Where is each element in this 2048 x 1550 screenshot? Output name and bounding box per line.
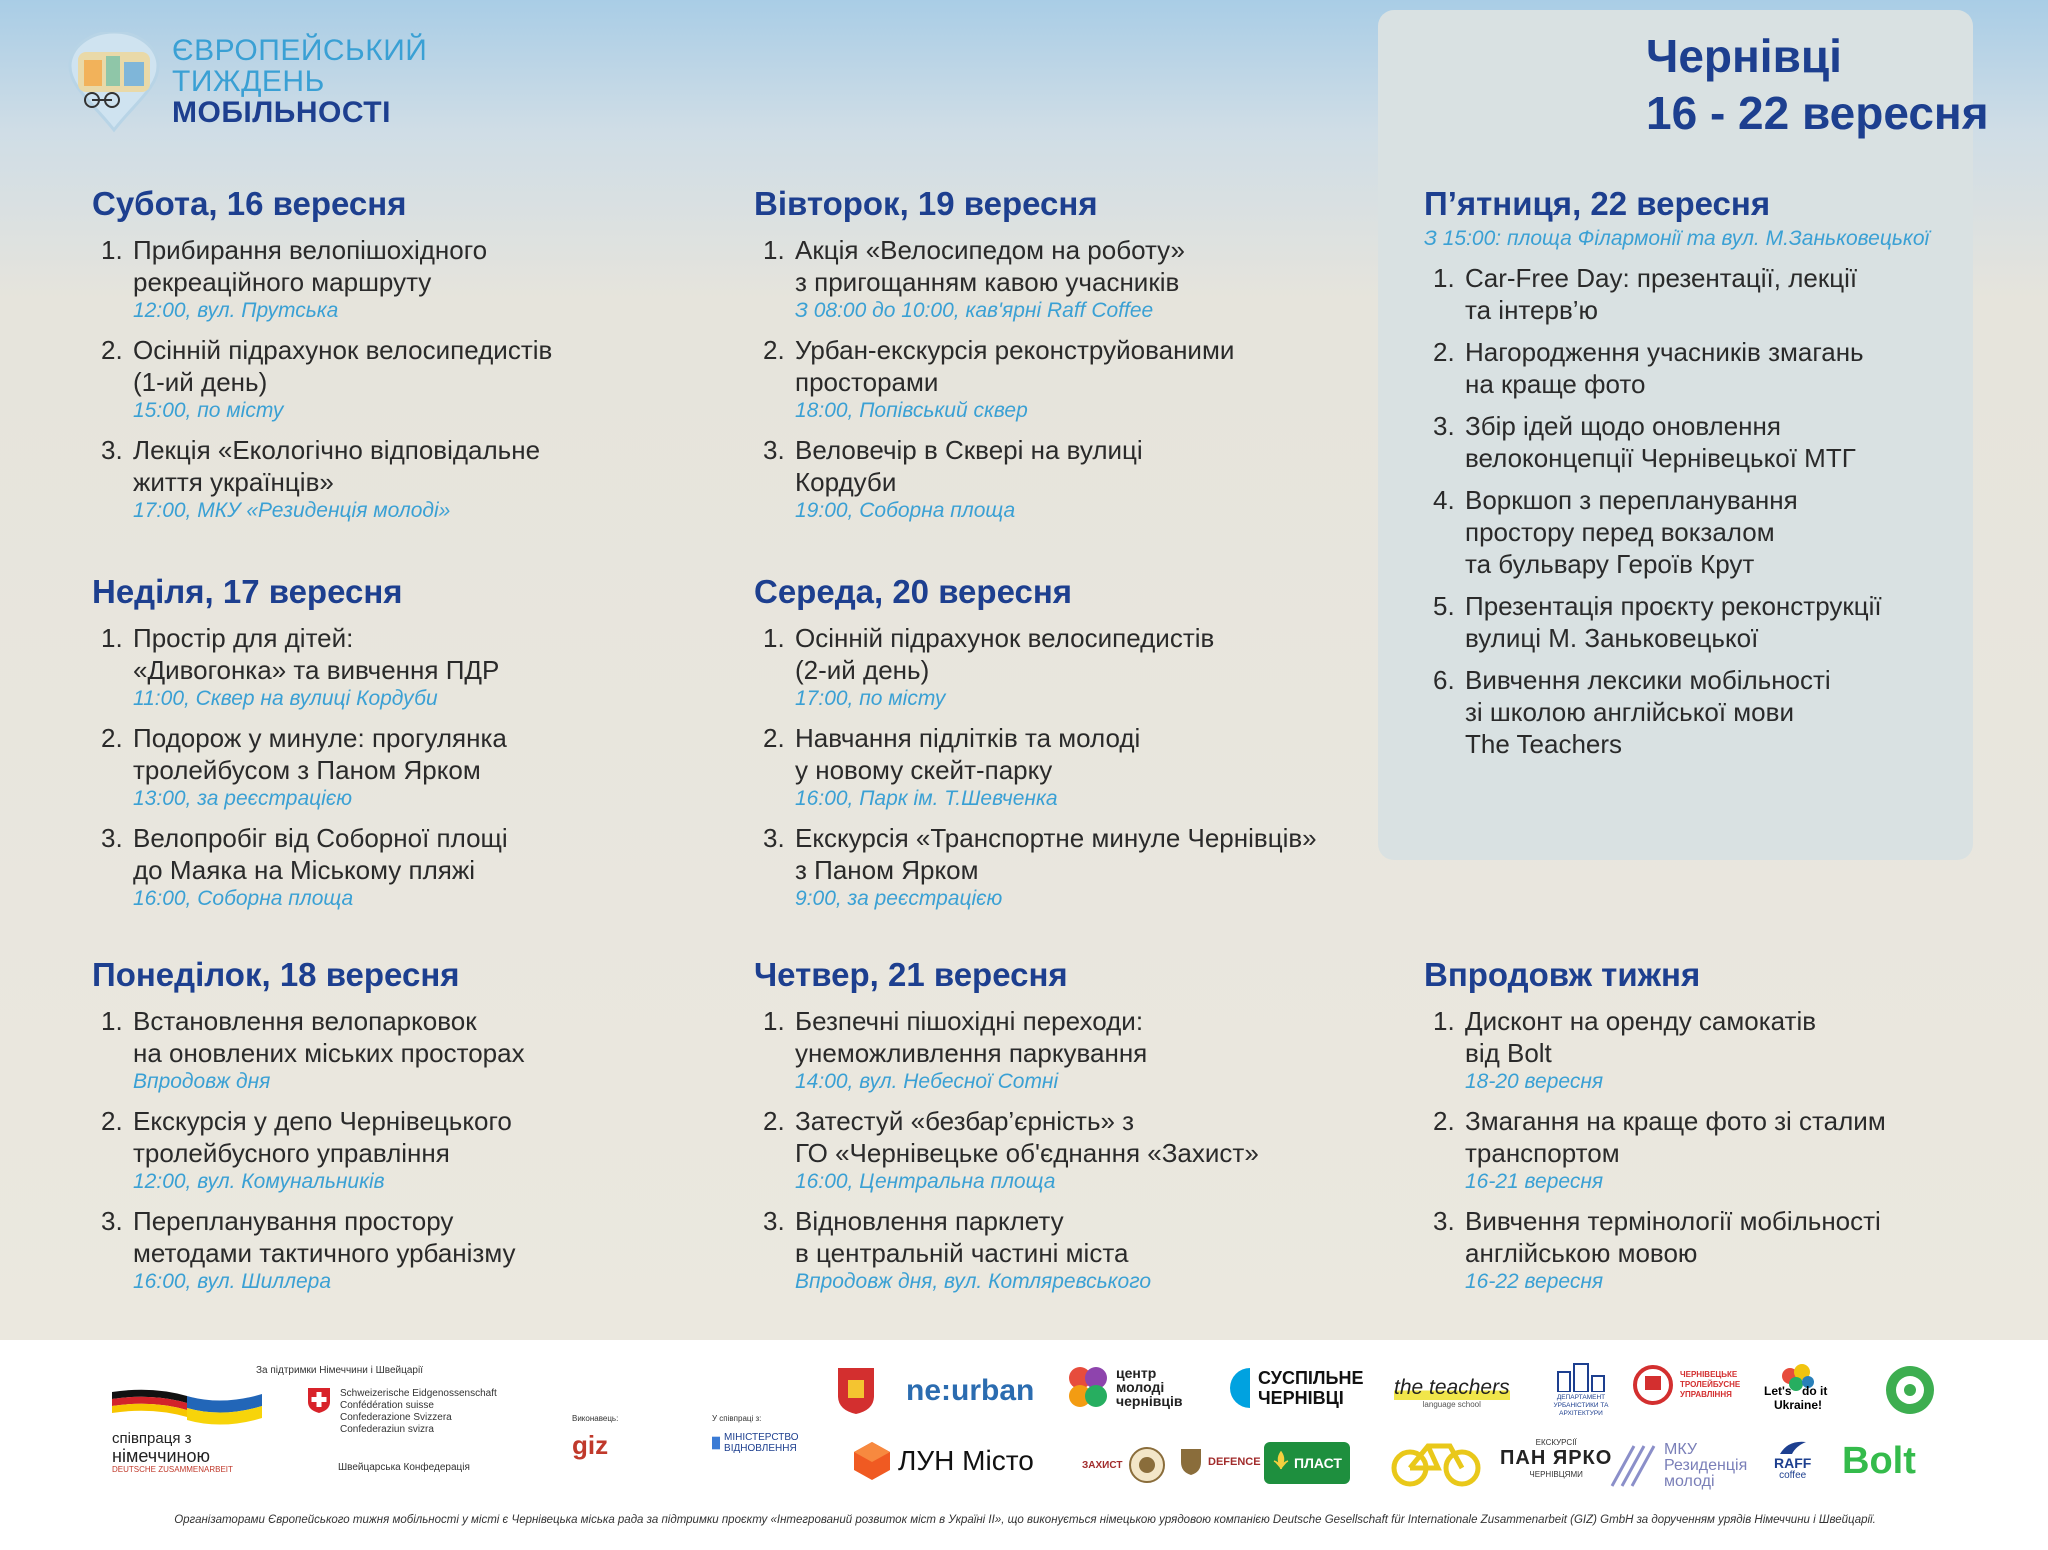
event-item [754,722,1374,812]
day-title: Впродовж тижня [1424,956,1701,993]
day-title: Вівторок, 19 вересня [754,185,1098,222]
suspilne-logo: СУСПІЛЬНЕ ЧЕРНІВЦІ [1222,1366,1363,1410]
event-number: 1. [1433,1006,1455,1036]
event-item [92,822,692,912]
event-number: 2. [763,723,785,753]
event-item [754,1005,1374,1095]
event-item [1424,664,1984,760]
support-label: За підтримки Німеччини і Швейцарії [256,1365,423,1376]
event-item [92,1105,692,1195]
event-number: 2. [1433,1106,1455,1136]
event-title: Урбан-екскурсія реконструйованими просторами [795,335,1235,397]
event-dates: 16 - 22 вересня [1646,87,1989,139]
event-item [754,1205,1374,1295]
day-title: Середа, 20 вересня [754,573,1073,610]
event-number: 1. [1433,263,1455,293]
mku-residence-logo: МКУ Резиденція молоді [1610,1442,1747,1490]
bolt-logo: Bolt [1842,1440,1916,1482]
event-title: Безпечні пішохідні переходи: унеможливлення паркування [795,1006,1148,1068]
centr-molodi-logo: центр молоді чернівців [1066,1362,1183,1412]
event-time-location: 12:00, вул. Комунальників [133,1170,385,1193]
event-time-location: 15:00, по місту [133,399,284,422]
event-title: Вивчення термінології мобільності англійською мовою [1465,1206,1881,1268]
event-number: 2. [101,723,123,753]
ministry-logo: МІНІСТЕРСТВО ВІДНОВЛЕННЯ [712,1432,810,1454]
day-location-note: З 15:00: площа Філармонії та вул. М.Заньковецької [1424,227,1930,250]
event-title: Екскурсія «Транспортне минуле Чернівців» з Паном Ярком [795,823,1317,885]
day-section-monday [92,955,692,1295]
event-time-location: 17:00, по місту [795,687,946,710]
event-number: 3. [101,1206,123,1236]
event-number: 3. [1433,1206,1455,1236]
eco-circle-logo [1884,1364,1936,1416]
event-title: Змагання на краще фото зі сталим транспортом [1465,1106,1886,1168]
swiss-line-4: Confederaziun svizra [340,1424,434,1435]
event-item [1424,590,1984,654]
youth-center-icon [1066,1362,1110,1412]
event-item [1424,1205,1984,1295]
germany-line-1: співпраця з [112,1430,192,1447]
event-item [92,1005,692,1095]
lets-do-it-logo: Let's do it Ukraine! [1762,1362,1834,1414]
event-number: 5. [1433,591,1455,621]
event-time-location: Впродовж дня, вул. Котляревського [795,1270,1152,1293]
event-number: 4. [1433,485,1455,515]
bicycle-icon [1390,1436,1482,1488]
coop-label: У співпраці з: [712,1414,762,1423]
trolleybus-logo: ЧЕРНІВЕЦЬКЕ ТРОЛЕЙБУСНЕ УПРАВЛІННЯ [1632,1364,1750,1406]
event-item [754,822,1374,912]
event-number: 3. [763,823,785,853]
event-title: Нагородження учасників змагань на краще фото [1465,337,1864,399]
event-number: 1. [763,623,785,653]
event-item [1424,262,1984,326]
event-time-location: 18:00, Попівський сквер [795,399,1028,422]
event-number: 2. [101,1106,123,1136]
logo-line-1: ЄВРОПЕЙСЬКИЙ [172,34,428,67]
event-title: Лекція «Екологічно відповідальне життя українців» [133,435,541,497]
day-section-friday [1424,184,1984,760]
event-time-location: 14:00, вул. Небесної Сотні [795,1070,1059,1093]
event-title: Відновлення парклету в центральній частині міста [795,1206,1129,1268]
flags-wave-icon [112,1386,262,1426]
event-number: 3. [101,435,123,465]
bicycle-logo [1390,1436,1482,1488]
event-title: Навчання підлітків та молоді у новому скейт-парку [795,723,1141,785]
day-title: Субота, 16 вересня [92,185,407,222]
executor-label: Виконавець: [572,1414,619,1423]
event-number: 1. [101,623,123,653]
event-title: Прибирання велопішохідного рекреаційного маршруту [133,235,488,297]
lun-cube-icon [852,1440,892,1482]
event-time-location: 16-21 вересня [1465,1170,1604,1193]
event-title: Презентація проєкту реконструкції вулиці М. Заньковецької [1465,591,1882,653]
day-title: Неділя, 17 вересня [92,573,403,610]
event-title: Воркшоп з перепланування простору перед вокзалом та бульвару Героїв Крут [1465,485,1798,579]
logo [62,32,432,142]
event-item [92,722,692,812]
coat-of-arms-icon [836,1366,876,1416]
neurban-logo: ne:urban [906,1374,1035,1407]
event-item [754,434,1374,524]
event-title: Встановлення велопарковок на оновлених міських просторах [133,1006,525,1068]
event-item [92,434,692,524]
event-time-location: 16:00, Центральна площа [795,1170,1056,1193]
event-item [754,1105,1374,1195]
event-number: 2. [101,335,123,365]
swiss-cross-icon [306,1386,332,1414]
swiss-ua: Швейцарська Конфедерація [338,1462,470,1473]
logo-line-3: МОБІЛЬНОСТІ [172,96,391,129]
event-title: Перепланування простору методами тактичного урбанізму [133,1206,516,1268]
germany-line-3: DEUTSCHE ZUSAMMENARBEIT [112,1465,233,1474]
event-time-location: 13:00, за реєстрацією [133,787,353,810]
chernivtsi-coat-of-arms [836,1366,876,1416]
day-section-thursday [754,955,1374,1295]
event-time-location: З 08:00 до 10:00, кав'ярні Raff Coffee [795,299,1154,322]
event-title: Car-Free Day: презентації, лекції та інтерв’ю [1465,263,1858,325]
event-item [1424,336,1984,400]
event-title: Осінній підрахунок велосипедистів (2-ий день) [795,623,1215,685]
event-item [754,622,1374,712]
event-number: 2. [763,335,785,365]
event-item [1424,484,1984,580]
day-title: Понеділок, 18 вересня [92,956,460,993]
event-title: Простір для дітей: «Дивогонка» та вивчення ПДР [133,623,500,685]
event-number: 2. [763,1106,785,1136]
giz-logo: giz [572,1430,609,1460]
suspilne-icon [1222,1366,1252,1410]
event-title: Дисконт на оренду самокатів від Bolt [1465,1006,1817,1068]
event-time-location: 12:00, вул. Прутська [133,299,339,322]
event-item [92,1205,692,1295]
city-name: Чернівці [1646,30,1842,82]
week-long-section [1424,955,1984,1295]
lily-icon [1272,1451,1290,1475]
logo-map-pin-icon [62,32,167,134]
day-section-sunday [92,572,692,912]
event-time-location: 17:00, МКУ «Резиденція молоді» [133,499,451,522]
event-number: 3. [1433,411,1455,441]
event-time-location: Впродовж дня [133,1070,271,1093]
event-time-location: 16-22 вересня [1465,1270,1604,1293]
day-title: П’ятниця, 22 вересня [1424,185,1771,222]
event-time-location: 16:00, Парк ім. Т.Шевченка [795,787,1058,810]
event-item [92,622,692,712]
event-number: 3. [101,823,123,853]
raff-bird-icon [1778,1438,1808,1456]
swiss-logo [306,1386,332,1419]
swiss-line-1: Schweizerische Eidgenossenschaft [340,1388,497,1399]
event-title: Велопробіг від Соборної площі до Маяка на Міському пляжі [133,823,508,885]
defence-shield-icon [1180,1448,1202,1476]
swiss-line-2: Confédération suisse [340,1400,434,1411]
event-item [1424,410,1984,474]
event-item [92,234,692,324]
event-title: Збір ідей щодо оновлення велоконцепції Чернівецької МТГ [1465,411,1856,473]
eco-badge-icon [1884,1364,1936,1416]
event-number: 3. [763,1206,785,1236]
event-title: Екскурсія у депо Чернівецького тролейбусного управління [133,1106,512,1168]
plast-logo: ПЛАСТ [1264,1442,1350,1484]
event-time-location: 18-20 вересня [1465,1070,1604,1093]
zahyst-logo: ЗАХИСТ [1082,1446,1166,1484]
event-title: Затестуй «безбар’єрність» з ГО «Чернівецьке об'єднання «Захист» [795,1106,1259,1168]
defence-logo: DEFENCE [1180,1448,1261,1476]
event-title: Акція «Велосипедом на роботу» з пригощанням кавою учасників [795,235,1185,297]
day-section-wednesday [754,572,1374,912]
organizers-note: Організаторами Європейського тижня мобільності у місті є Чернівецька міська рада за підтримки проєкту «Інтегрований розвиток міст в Україні ІІ», що виконується німецькою урядовою компанією Deutsche Gesellschaft für Internationale Zusammenarbeit (GIZ) GmbH за дорученням урядів Німеччини і Швейцарії. [174,1514,1876,1526]
event-number: 1. [763,235,785,265]
event-item [1424,1105,1984,1195]
event-number: 1. [101,235,123,265]
dept-urbanism-logo: ДЕПАРТАМЕНТ УРБАНІСТИКИ ТА АРХІТЕКТУРИ [1546,1362,1616,1418]
residence-lines-icon [1610,1444,1658,1488]
ministry-emblem-icon [712,1432,720,1454]
swiss-names [340,1388,497,1436]
event-item [754,234,1374,324]
zahyst-emblem-icon [1128,1446,1166,1484]
buildings-icon [1554,1362,1608,1392]
event-title: Подорож у минуле: прогулянка тролейбусом з Паном Ярком [133,723,507,785]
event-item [1424,1005,1984,1095]
swiss-line-3: Confederazione Svizzera [340,1412,452,1423]
event-item [754,334,1374,424]
germany-cooperation-logo [112,1386,262,1474]
germany-line-2: німеччиною [112,1446,210,1466]
event-item [92,334,692,424]
event-time-location: 16:00, вул. Шиллера [133,1270,331,1293]
event-number: 1. [763,1006,785,1036]
event-time-location: 19:00, Соборна площа [795,499,1016,522]
event-number: 3. [763,435,785,465]
raff-coffee-logo: RAFF coffee [1774,1438,1811,1481]
event-title: Осінній підрахунок велосипедистів (1-ий день) [133,335,553,397]
city-title [1646,28,1989,142]
the-teachers-logo: the teachers language school [1394,1376,1510,1409]
pan-yarko-logo: ЕКСКУРСІЇ ПАН ЯРКО ЧЕРНІВЦЯМИ [1500,1438,1613,1479]
event-time-location: 11:00, Сквер на вулиці Кордуби [133,687,438,710]
event-time-location: 9:00, за реєстрацією [795,887,1003,910]
day-section-saturday [92,184,692,524]
event-time-location: 16:00, Соборна площа [133,887,354,910]
event-title: Веловечір в Сквері на вулиці Кордуби [795,435,1143,497]
logo-line-2: ТИЖДЕНЬ [172,65,325,98]
event-number: 1. [101,1006,123,1036]
day-section-tuesday [754,184,1374,524]
event-number: 6. [1433,665,1455,695]
trolleybus-icon [1632,1364,1674,1406]
lun-misto-logo: ЛУН Місто [852,1440,1034,1482]
event-title: Вивчення лексики мобільності зі школою англійської мови The Teachers [1465,665,1831,759]
day-title: Четвер, 21 вересня [754,956,1068,993]
event-number: 2. [1433,337,1455,367]
